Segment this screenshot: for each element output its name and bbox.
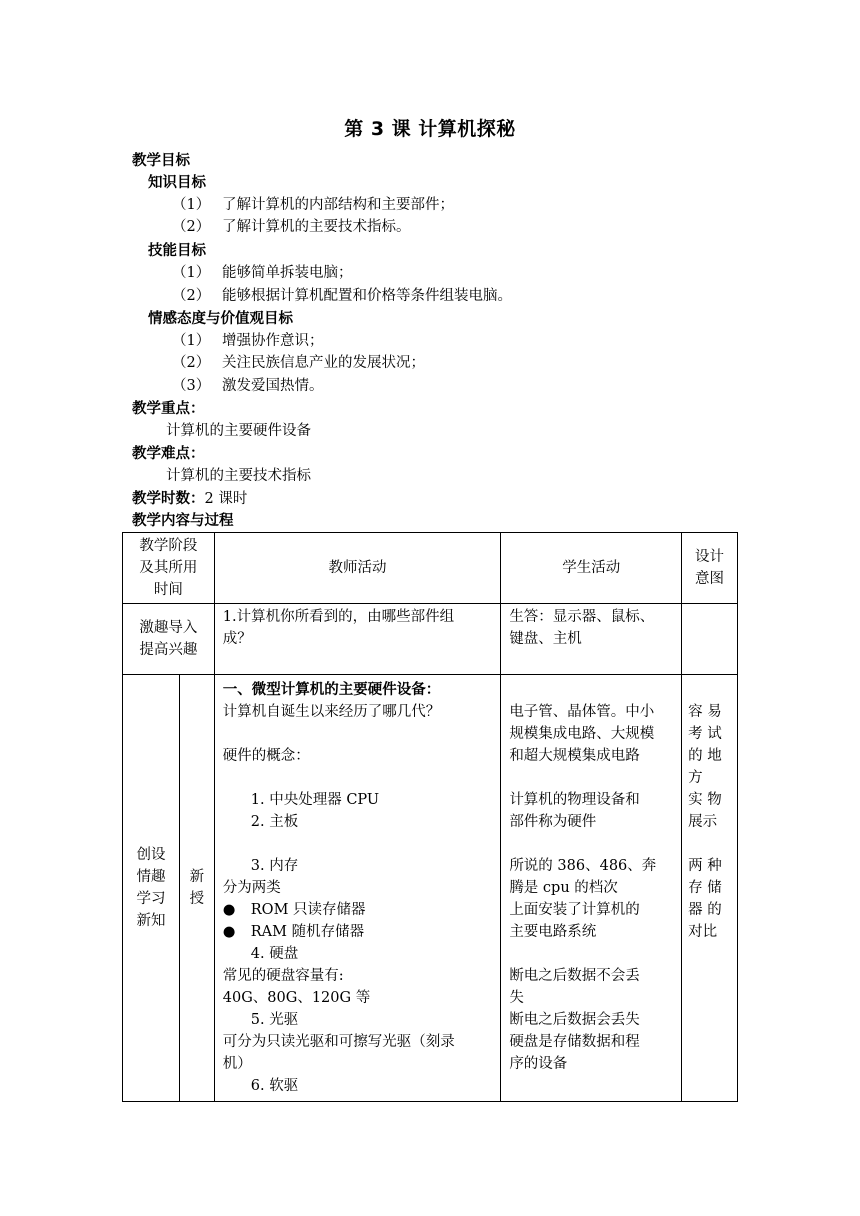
knowledge-goals-heading: 知识目标 xyxy=(148,175,206,191)
header-student: 学生活动 xyxy=(501,533,682,604)
skill-goal-2: （2） 能够根据计算机配置和价格等条件组装电脑。 xyxy=(172,288,512,304)
table-row xyxy=(123,604,738,675)
difficulty-heading: 教学难点： xyxy=(132,446,205,462)
difficulty-text: 计算机的主要技术指标 xyxy=(166,468,311,484)
skill-goal-1: （1） 能够简单拆装电脑； xyxy=(172,265,353,281)
teaching-hours: 教学时数：2 课时 xyxy=(132,491,248,507)
teacher-cell: 一、微型计算机的主要硬件设备： 计算机自诞生以来经历了哪几代？ 硬件的概念： 1. 中央处理器 CPU 2. 主板 3. 内存 分为两类 ● ROM 只读存储器 ● RAM 随机存储器 4. 硬盘 常见的硬盘容量有: 40G、80G、120G 等 5. 光驱 可分为只读光驱和可擦写光驱（刻录 机） 6. 软驱 xyxy=(214,675,501,1102)
goals-heading: 教学目标 xyxy=(132,153,190,169)
teacher-cell: 1.计算机你所看到的，由哪些部件组 成？ xyxy=(214,604,501,675)
student-cell: 电子管、晶体管。中小 规模集成电路、大规模 和超大规模集成电路 计算机的物理设备和 部件称为硬件 所说的 386、486、奔 腾是 cpu 的档次 上面安装了计算机的 主要电路系统 断电之后数据不会丢 失 断电之后数据会丢失 硬盘是存储数据和程 序的设备 xyxy=(501,675,682,1102)
header-design: 设计 意图 xyxy=(682,533,738,604)
stage-label: 创设 情趣 学习 新知 xyxy=(123,675,180,1101)
knowledge-goal-1: （1） 了解计算机的内部结构和主要部件； xyxy=(172,197,454,213)
attitude-goal-3: （3） 激发爱国热情。 xyxy=(172,378,324,394)
bullet-icon: ● xyxy=(222,924,236,940)
header-stage: 教学阶段 及其所用 时间 xyxy=(123,533,215,604)
stage-cell: 激趣导入 提高兴趣 xyxy=(123,604,215,675)
key-point-text: 计算机的主要硬件设备 xyxy=(166,423,311,439)
key-point-heading: 教学重点： xyxy=(132,401,205,417)
attitude-goals-heading: 情感态度与价值观目标 xyxy=(148,311,293,327)
design-cell: 容 易 考 试 的 地 方 实 物 展示 两 种 存 储 器 的 对比 xyxy=(682,675,738,1102)
design-cell xyxy=(682,604,738,675)
knowledge-goal-2: （2） 了解计算机的主要技术指标。 xyxy=(172,219,411,235)
header-teacher: 教师活动 xyxy=(214,533,501,604)
attitude-goal-2: （2） 关注民族信息产业的发展状况； xyxy=(172,355,425,371)
lesson-title: 第 3 课 计算机探秘 xyxy=(344,118,516,140)
rom-item: ● ROM 只读存储器 xyxy=(223,899,493,921)
table-row xyxy=(123,675,738,1102)
stage-cell xyxy=(123,675,215,1102)
lesson-process-table xyxy=(122,532,738,1102)
student-cell: 生答：显示器、鼠标、 键盘、主机 xyxy=(501,604,682,675)
process-heading: 教学内容与过程 xyxy=(132,513,234,529)
bullet-icon: ● xyxy=(222,902,236,918)
ram-item: ● RAM 随机存储器 xyxy=(223,921,493,943)
attitude-goal-1: （1） 增强协作意识； xyxy=(172,333,324,349)
skill-goals-heading: 技能目标 xyxy=(148,243,206,259)
table-header-row xyxy=(123,533,738,604)
substage-label: 新 授 xyxy=(189,869,205,907)
